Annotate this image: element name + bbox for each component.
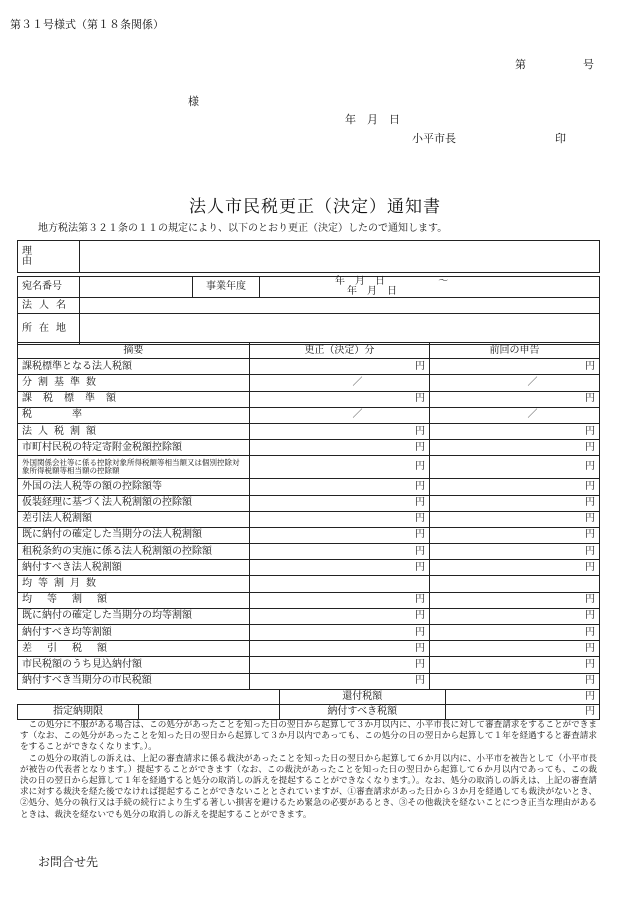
yen-unit: 円	[249, 608, 429, 624]
fiscal-year-to: 年 月 日	[347, 286, 397, 297]
empty-cell	[430, 576, 600, 592]
table-row	[18, 608, 600, 624]
slash-mark: ／	[249, 407, 429, 423]
table-row	[18, 495, 600, 511]
yen-unit: 円	[430, 641, 600, 657]
row-label: 既に納付の確定した当期分の法人税割額	[18, 527, 250, 543]
slash-mark: ／	[430, 375, 600, 391]
yen-unit: 円	[430, 359, 600, 375]
address-no-value	[80, 277, 193, 298]
row-label: 均等割額	[18, 592, 250, 608]
yen-unit: 円	[249, 440, 429, 456]
yen-unit: 円	[249, 560, 429, 576]
table-row	[18, 641, 600, 657]
table-row	[18, 511, 600, 527]
table-row	[18, 544, 600, 560]
yen-unit: 円	[430, 673, 600, 689]
tax-calculation-table	[17, 342, 600, 690]
table-row	[18, 657, 600, 673]
yen-unit: 円	[430, 495, 600, 511]
yen-unit: 円	[430, 511, 600, 527]
yen-unit: 円	[249, 544, 429, 560]
yen-unit: 円	[430, 423, 600, 439]
due-date-label: 指定納期限	[18, 705, 139, 719]
reason-label: 理 由	[18, 241, 80, 273]
yen-unit: 円	[249, 625, 429, 641]
col-correction: 更正（決定）分	[249, 343, 429, 359]
row-label: 分割基準数	[18, 375, 250, 391]
reason-table	[17, 240, 600, 273]
location-label: 所在地	[18, 314, 80, 345]
row-label: 納付すべき均等割額	[18, 625, 250, 641]
location-value	[80, 314, 600, 345]
corp-name-label: 法人名	[18, 298, 80, 314]
row-label: 仮装経理に基づく法人税割額の控除額	[18, 495, 250, 511]
yen-unit: 円	[430, 657, 600, 673]
slash-mark: ／	[249, 375, 429, 391]
row-label: 既に納付の確定した当期分の均等割額	[18, 608, 250, 624]
row-label: 課税標準額	[18, 391, 250, 407]
yen-unit: 円	[249, 592, 429, 608]
taxpayer-info-table	[17, 276, 600, 345]
empty-cell	[249, 576, 429, 592]
row-label: 税率	[18, 407, 250, 423]
table-row	[18, 576, 600, 592]
payable-label: 納付すべき税額	[279, 705, 445, 720]
row-label: 均等割月数	[18, 576, 250, 592]
form-number: 第３１号様式（第１８条関係）	[10, 18, 164, 31]
row-label: 租税条約の実施に係る法人税割額の控除額	[18, 544, 250, 560]
table-row	[18, 625, 600, 641]
intro-text: 地方税法第３２１条の１１の規定により、以下のとおり更正（決定）したので通知します。	[38, 223, 448, 234]
row-label: 外国の法人税等の額の控除額等	[18, 479, 250, 495]
slash-mark: ／	[430, 407, 600, 423]
appeal-notice-paragraph: この処分の取消しの訴えは、上記の審査請求に係る裁決があったことを知った日の翌日から起算して６か月以内に、小平市を被告として（小平市長が被告の代表者となります。）提起することができます（なお、この裁決があったことを知った日の翌日から起算して６か月以内であっても、この裁決の日の翌日から起算して１年を経過すると処分の取消しの訴えを提起することができなくなります。）。なお、処分の取消しの訴えは、上記の審査請求に対する裁決を経た後でなければ提起することができないこととされていますが、①審査請求があった日から３か月を経過しても裁決がないとき、②処分、処分の執行又は手続の続行により生ずる著しい損害を避けるため緊急の必要があるとき、③その他裁決を経ないことにつき正当な理由があるときは、裁決を経ないでも処分の取消しの訴えを提起することができます。	[20, 753, 597, 820]
table-row	[18, 673, 600, 689]
row-label: 差引税額	[18, 641, 250, 657]
table-row	[18, 359, 600, 375]
issuer-name: 小平市長	[412, 132, 456, 145]
page-title: 法人市民税更正（決定）通知書	[189, 197, 441, 217]
table-row	[18, 440, 600, 456]
yen-unit: 円	[249, 359, 429, 375]
yen-unit: 円	[249, 456, 429, 479]
row-label: 市町村民税の特定寄附金税額控除額	[18, 440, 250, 456]
yen-unit: 円	[249, 673, 429, 689]
row-label: 法人税割額	[18, 423, 250, 439]
reason-value	[80, 241, 600, 273]
row-label: 差引法人税割額	[18, 511, 250, 527]
yen-unit: 円	[430, 560, 600, 576]
yen-unit: 円	[430, 391, 600, 407]
row-label: 市民税額のうち見込納付額	[18, 657, 250, 673]
table-row	[18, 423, 600, 439]
yen-unit: 円	[430, 456, 600, 479]
contact-label: お問合せ先	[38, 855, 99, 869]
issue-number-dai: 第	[515, 58, 526, 71]
yen-unit: 円	[430, 440, 600, 456]
yen-unit: 円	[430, 544, 600, 560]
fiscal-year-tilde: ～	[438, 276, 449, 287]
yen-unit: 円	[430, 527, 600, 543]
table-row	[18, 391, 600, 407]
yen-unit: 円	[430, 608, 600, 624]
yen-unit: 円	[249, 511, 429, 527]
due-date-cell	[18, 705, 280, 720]
table-row	[18, 592, 600, 608]
fiscal-year-from: 年 月 日	[335, 276, 385, 287]
yen-unit: 円	[430, 592, 600, 608]
yen-unit: 円	[249, 391, 429, 407]
issue-number-go: 号	[583, 58, 594, 71]
table-row	[18, 375, 600, 391]
yen-unit: 円	[445, 705, 599, 720]
yen-unit: 円	[445, 690, 599, 705]
spacer	[18, 690, 280, 705]
tax-summary-table	[17, 689, 600, 720]
yen-unit: 円	[430, 625, 600, 641]
issue-date: 年 月 日	[345, 113, 400, 126]
table-row	[18, 456, 600, 479]
seal-mark: 印	[555, 132, 566, 145]
table-row	[18, 407, 600, 423]
row-label: 納付すべき法人税割額	[18, 560, 250, 576]
fiscal-year-label: 事業年度	[193, 277, 260, 298]
corp-name-value	[80, 298, 600, 314]
yen-unit: 円	[249, 479, 429, 495]
refund-label: 還付税額	[279, 690, 445, 705]
row-label: 納付すべき当期分の市民税額	[18, 673, 250, 689]
table-row	[18, 527, 600, 543]
yen-unit: 円	[249, 527, 429, 543]
col-summary: 摘要	[18, 343, 250, 359]
appeal-notice	[20, 720, 597, 821]
fiscal-year-value	[260, 277, 600, 298]
yen-unit: 円	[249, 641, 429, 657]
address-no-label: 宛名番号	[18, 277, 80, 298]
yen-unit: 円	[249, 423, 429, 439]
issue-number	[515, 56, 594, 72]
table-row	[18, 560, 600, 576]
yen-unit: 円	[249, 495, 429, 511]
appeal-notice-paragraph: この処分に不服がある場合は、この処分があったことを知った日の翌日から起算して３か月以内に、小平市長に対して審査請求をすることができます（なお、この処分があったことを知った日の翌日から起算して３か月以内であっても、この処分の日の翌日から起算して１年を経過すると審査請求をすることができなくなります。）。	[20, 720, 597, 753]
row-label: 外国関係会社等に係る控除対象所得税額等相当額又は個別控除対象所得税額等相当額の控除額	[18, 456, 250, 479]
row-label: 課税標準となる法人税額	[18, 359, 250, 375]
yen-unit: 円	[249, 657, 429, 673]
table-row	[18, 479, 600, 495]
col-previous: 前回の申告	[430, 343, 600, 359]
yen-unit: 円	[430, 479, 600, 495]
addressee-honorific: 様	[188, 95, 199, 108]
